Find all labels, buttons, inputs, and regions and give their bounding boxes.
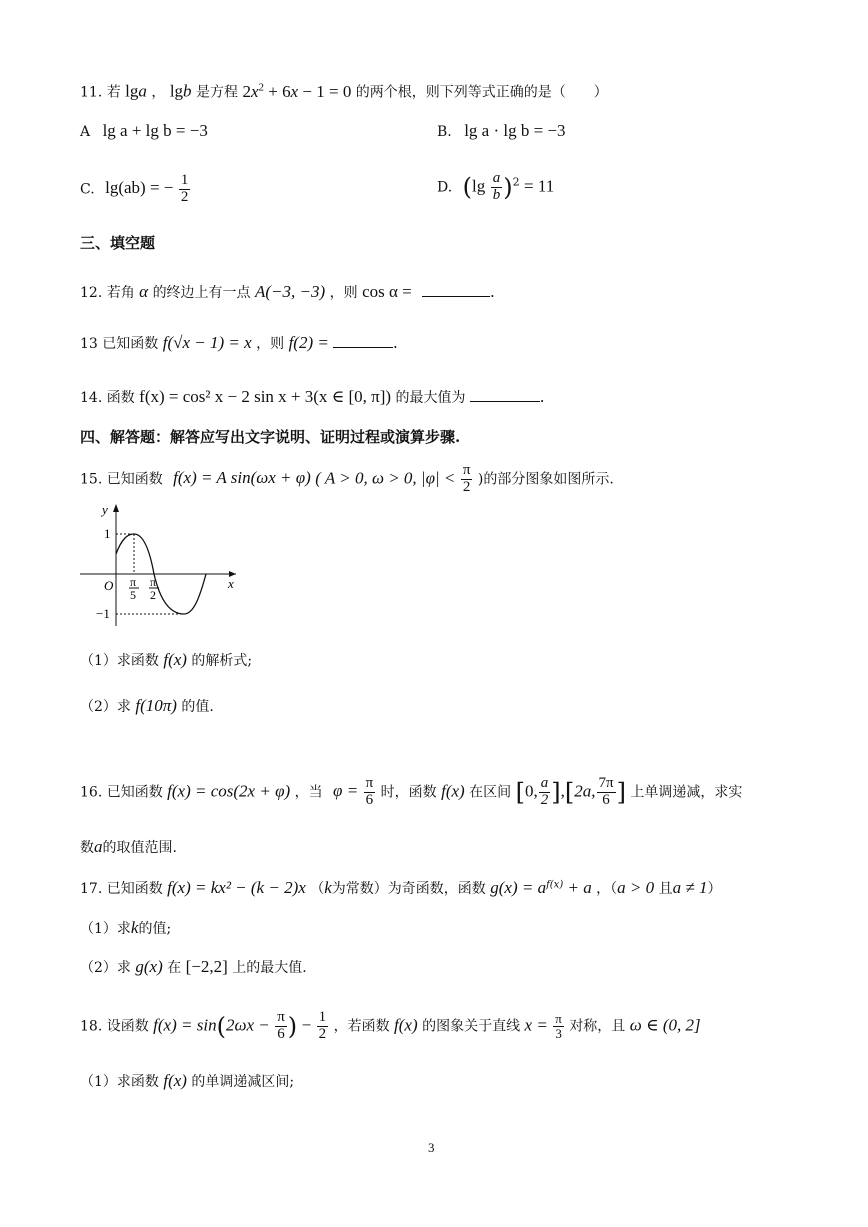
question-17-stem: 17. 已知函数 f(x) = kx² − (k − 2)x （k为常数）为奇函数，函数 $g(x) = a^{f(x)} + a$ ，（a > 0 且a ≠ 1） [80, 878, 722, 897]
question-16-line-1: 16. 已知函数 f(x) = cos(2x + φ) ，当 φ = $\frac{\pi}{6}$ 时，函数 f(x) 在区间 [0, $\frac{a}{2}$ ],[2a, $\frac{7\pi}{6}$ ] 上单调递减，求实 [80, 775, 743, 808]
question-18-stem: 18. 设函数 f(x) = sin(2ωx − $\frac{\pi}{6}$ ) − $\frac{1}{2}$ ，若函数 f(x) 的图象关于直线 x = $\frac{\pi}{3}$ 对称，且 ω ∈ (0, 2] [80, 1009, 701, 1042]
question-13: 13 已知函数 f(√x − 1) = x ，则 f(2) = . [80, 333, 398, 352]
y-axis-arrow [113, 504, 119, 512]
question-15-stem: 15. 已知函数 f(x) = A sin(ωx + φ) ( A > 0, ω > 0, |φ| < $\frac{\pi}{2}$ )的部分图象如图所示. [80, 462, 614, 495]
option-c: C. lg(ab) = − $\frac{1}{2}$ [80, 172, 189, 205]
x-tick-pi-5-den: 5 [130, 588, 136, 602]
page-number: 3 [428, 1140, 435, 1155]
question-15-part-2: （2）求 f(10π) 的值. [80, 696, 214, 715]
question-17-part-2: （2）求 g(x) 在 [−2,2] 上的最大值. [80, 957, 307, 976]
origin-label: O [104, 578, 114, 593]
sine-graph-figure [76, 500, 246, 630]
x-axis-label: x [228, 576, 234, 591]
option-a: A lg a + lg b = −3 [80, 121, 208, 140]
x-tick-pi-2-den: 2 [150, 588, 156, 602]
y-axis-label: y [102, 502, 108, 517]
y-tick-minus-1: −1 [96, 606, 110, 621]
question-15-part-1: （1）求函数 f(x) 的解析式; [80, 650, 253, 669]
question-17-part-1: （1）求k的值; [80, 918, 172, 937]
section-heading-4: 四、解答题：解答应写出文字说明、证明过程或演算步骤. [80, 428, 461, 446]
x-tick-pi-5-num: π [130, 575, 137, 589]
section-heading-3: 三、填空题 [80, 234, 156, 252]
x-tick-pi-2-num: π [150, 575, 157, 589]
question-14: 14. 函数 f(x) = cos² x − 2 sin x + 3(x ∈ [0, π]) 的最大值为 . [80, 387, 545, 406]
y-tick-1: 1 [104, 526, 111, 541]
question-18-part-1: （1）求函数 f(x) 的单调递减区间; [80, 1071, 295, 1090]
question-12: 12. 若角 α 的终边上有一点 A(−3, −3) ，则 cos α = . [80, 282, 495, 301]
question-16-line-2: 数a的取值范围. [80, 837, 177, 856]
question-11-stem: 11. 若 lga ， lgb 是方程 $2x^2 + 6x - 1 = 0$ 的两个根，则下列等式正确的是（ ） [80, 81, 608, 101]
option-d: D. (lg $\frac{a}{b}$ )$^2$ = 11 [437, 170, 555, 203]
option-b: B. lg a · lg b = −3 [437, 121, 566, 140]
